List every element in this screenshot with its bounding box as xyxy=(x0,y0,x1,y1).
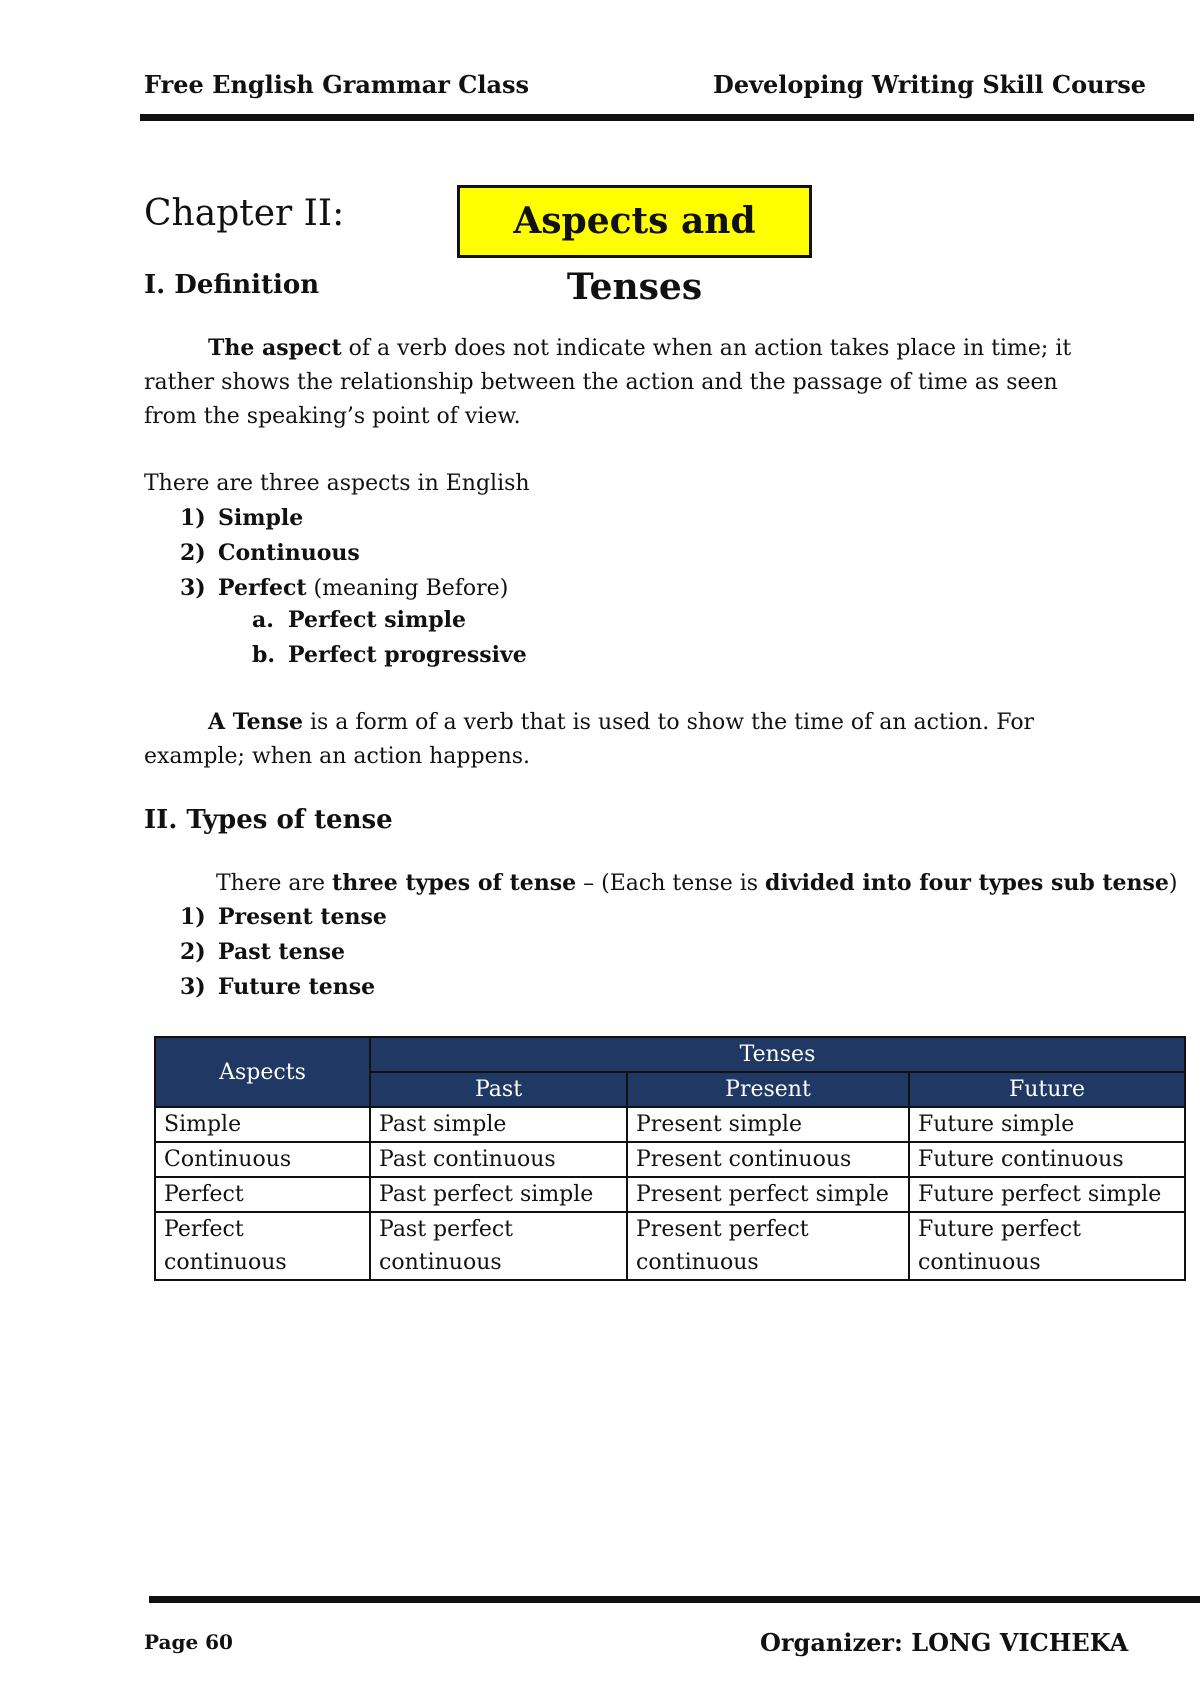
aspects-intro: There are three aspects in English xyxy=(144,471,530,496)
list-label: Perfect simple xyxy=(288,607,466,633)
header-skill-course: Developing Writing Skill Course xyxy=(713,70,1146,99)
table-cell: Continuous xyxy=(155,1142,370,1177)
list-number: 1) xyxy=(180,904,206,930)
aspect-term: The aspect xyxy=(208,335,342,361)
table-cell: Simple xyxy=(155,1107,370,1142)
types-intro-text: ) xyxy=(1168,871,1178,896)
tense-term: A Tense xyxy=(208,709,303,735)
tense-types-list xyxy=(180,900,387,1005)
list-label: Continuous xyxy=(218,540,360,566)
list-item xyxy=(252,603,527,638)
header-past: Past xyxy=(370,1072,627,1107)
list-item xyxy=(252,638,527,673)
table-cell: Perfect continuous xyxy=(155,1212,370,1280)
header-aspects: Aspects xyxy=(155,1037,370,1107)
chapter-label: Chapter II: xyxy=(144,193,345,234)
list-number: 1) xyxy=(180,505,206,531)
header-course-title: Free English Grammar Class xyxy=(144,70,530,99)
tense-definition-text: is a form of a verb that is used to show the time of an action. For example; when an action happens. xyxy=(144,710,1035,769)
header-rule xyxy=(140,114,1194,121)
table-cell: Past continuous xyxy=(370,1142,627,1177)
types-intro-bold: divided into four types sub tense xyxy=(765,870,1169,896)
list-number: 2) xyxy=(180,540,206,566)
header-present: Present xyxy=(627,1072,909,1107)
page-number: Page 60 xyxy=(144,1630,233,1654)
tense-definition xyxy=(144,705,1084,774)
list-item xyxy=(180,970,387,1005)
table-cell: Past perfect simple xyxy=(370,1177,627,1212)
list-number: 3) xyxy=(180,974,206,1000)
table-cell: Perfect xyxy=(155,1177,370,1212)
tense-table xyxy=(154,1036,1186,1281)
list-label: Simple xyxy=(218,505,304,531)
list-item xyxy=(180,571,508,606)
aspect-definition xyxy=(144,331,1084,434)
list-item xyxy=(180,501,508,536)
table-cell: Past perfect continuous xyxy=(370,1212,627,1280)
header-tenses: Tenses xyxy=(370,1037,1185,1072)
list-label: Past tense xyxy=(218,939,345,965)
list-letter: b. xyxy=(252,642,276,668)
aspect-definition-text: of a verb does not indicate when an action takes place in time; it rather shows the relationship between the action and the passage of time as seen from the speaking’s point of view. xyxy=(144,336,1072,429)
list-label: Present tense xyxy=(218,904,387,930)
section-heading-definition: I. Definition xyxy=(144,270,320,300)
table-row xyxy=(155,1107,1185,1142)
table-cell: Future perfect simple xyxy=(909,1177,1185,1212)
section-heading-types: II. Types of tense xyxy=(144,805,393,835)
table-cell: Present perfect simple xyxy=(627,1177,909,1212)
types-intro-bold: three types of tense xyxy=(332,870,577,896)
table-cell: Future perfect continuous xyxy=(909,1212,1185,1280)
header-future: Future xyxy=(909,1072,1185,1107)
table-row xyxy=(155,1212,1185,1280)
organizer: Organizer: LONG VICHEKA xyxy=(760,1628,1129,1657)
list-label: Perfect xyxy=(218,575,307,601)
table-cell: Future continuous xyxy=(909,1142,1185,1177)
list-letter: a. xyxy=(252,607,274,633)
types-intro xyxy=(216,866,1196,901)
list-note: (meaning Before) xyxy=(306,576,509,601)
table-cell: Past simple xyxy=(370,1107,627,1142)
table-row xyxy=(155,1142,1185,1177)
types-intro-text: There are xyxy=(216,871,333,896)
table-cell: Present simple xyxy=(627,1107,909,1142)
table-row xyxy=(155,1177,1185,1212)
chapter-title: Aspects and Tenses xyxy=(457,185,812,258)
list-label: Perfect progressive xyxy=(288,642,527,668)
table-cell: Present continuous xyxy=(627,1142,909,1177)
aspects-list xyxy=(180,501,508,606)
list-item xyxy=(180,536,508,571)
list-item xyxy=(180,900,387,935)
sub-aspects-list xyxy=(252,603,527,673)
list-label: Future tense xyxy=(218,974,376,1000)
types-intro-text: – (Each tense is xyxy=(576,871,766,896)
footer-rule xyxy=(149,1596,1200,1603)
list-number: 2) xyxy=(180,939,206,965)
table-cell: Future simple xyxy=(909,1107,1185,1142)
list-number: 3) xyxy=(180,575,206,601)
table-cell: Present perfect continuous xyxy=(627,1212,909,1280)
list-item xyxy=(180,935,387,970)
